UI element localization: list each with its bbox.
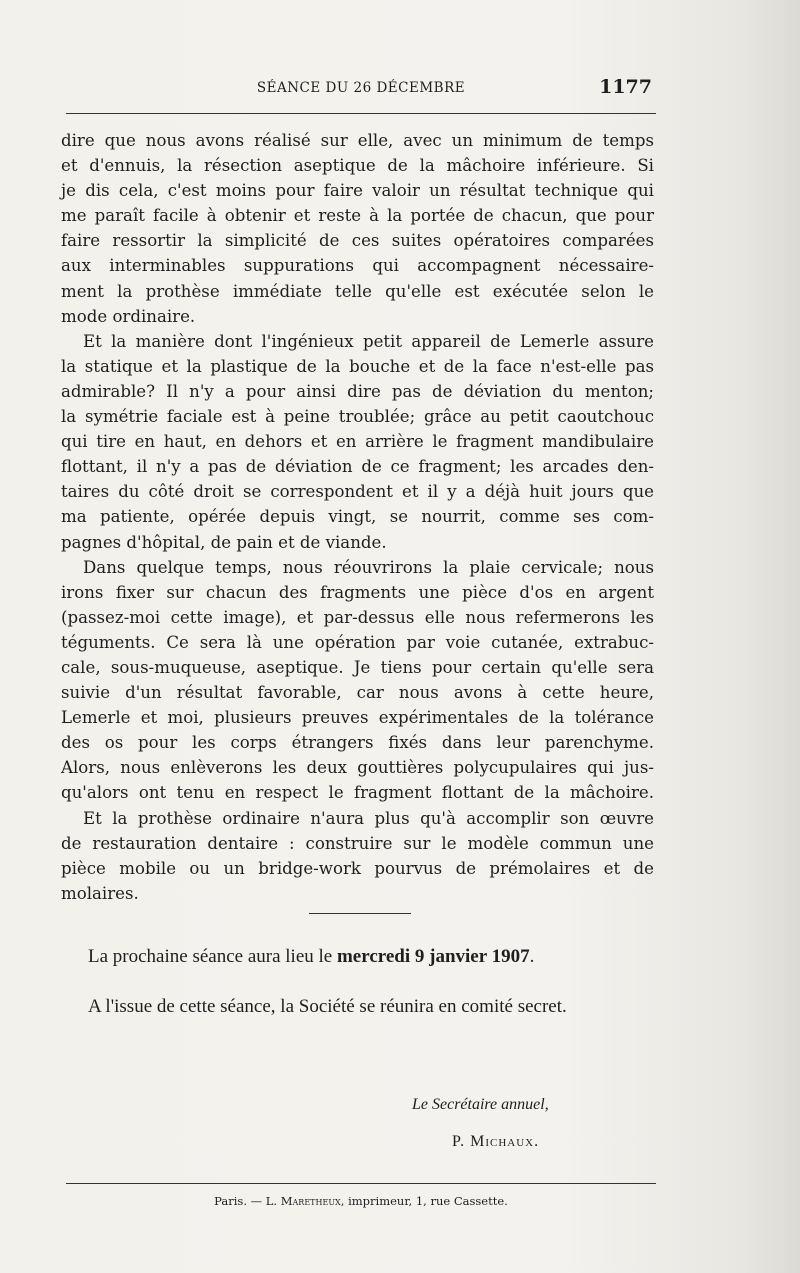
text-line: aux interminables suppurations qui accompagnent nécessaire- [61, 256, 654, 276]
next-meeting-date: mercredi 9 janvier 1907 [336, 946, 530, 967]
footer-rule [66, 1183, 656, 1184]
text-line: ment la prothèse immédiate telle qu'elle est exécutée selon le [61, 281, 654, 301]
text-line: me paraît facile à obtenir et reste à la portée de chacun, que pour [61, 206, 654, 226]
signature-name: P. Michaux. [452, 1133, 540, 1150]
text-line: dire que nous avons réalisé sur elle, avec un minimum de temps [61, 131, 654, 150]
signature-role: Le Secrétaire annuel, [412, 1096, 549, 1113]
text-line: je dis cela, c'est moins pour faire valoir un résultat technique qui [61, 181, 654, 201]
text-line: téguments. Ce sera là une opération par voie cutanée, extrabuc- [61, 632, 654, 652]
text-line: flottant, il n'y a pas de déviation de ce fragment; les arcades den- [61, 457, 654, 477]
text-line: qu'alors ont tenu en respect le fragment flottant de la mâchoire. [61, 783, 654, 803]
next-meeting-suffix: . [529, 946, 535, 967]
printer-imprint [66, 1194, 656, 1208]
text-line: admirable? Il n'y a pour ainsi dire pas de déviation du menton; [61, 381, 654, 401]
text-line: pagnes d'hôpital, de pain et de viande. [61, 532, 387, 552]
text-line: mode ordinaire. [61, 306, 196, 326]
header-rule [66, 113, 656, 114]
text-line: suivie d'un résultat favorable, car nous avons à cette heure, [61, 683, 654, 703]
page-number: 1177 [599, 76, 652, 98]
text-line: Et la manière dont l'ingénieux petit appareil de Lemerle assure [83, 331, 654, 351]
text-line: pièce mobile ou un bridge-work pourvus de prémolaires et de [61, 858, 654, 878]
imprint-suffix: , imprimeur, 1, rue Cassette. [340, 1194, 508, 1208]
text-line: irons fixer sur chacun des fragments une pièce d'os en argent [61, 582, 654, 602]
text-line: ma patiente, opérée depuis vingt, se nourrit, comme ses com- [61, 507, 654, 527]
text-line: Lemerle et moi, plusieurs preuves expérimentales de la tolérance [61, 708, 654, 728]
text-line: et d'ennuis, la résection aseptique de la mâchoire inférieure. Si [61, 156, 654, 176]
text-line: qui tire en haut, en dehors et en arrière le fragment mandibulaire [61, 432, 654, 452]
imprint-prefix: Paris. — L. [214, 1194, 281, 1208]
text-line: taires du côté droit se correspondent et il y a déjà huit jours que [61, 482, 654, 502]
text-line: Dans quelque temps, nous réouvrirons la plaie cervicale; nous [83, 557, 654, 577]
text-line: Alors, nous enlèverons les deux gouttières polycupulaires qui jus- [61, 758, 654, 778]
header-title: SÉANCE DU 26 DÉCEMBRE [256, 80, 466, 96]
running-header [66, 76, 656, 102]
next-meeting-prefix: La prochaine séance aura lieu le [88, 946, 337, 967]
secret-committee-notice: A l'issue de cette séance, la Société se réunira en comité secret. [88, 996, 567, 1017]
text-line: faire ressortir la simplicité de ces suites opératoires comparées [61, 231, 654, 251]
text-line: la statique et la plastique de la bouche et de la face n'est-elle pas [61, 356, 654, 376]
text-line: cale, sous-muqueuse, aseptique. Je tiens pour certain qu'elle sera [61, 657, 654, 677]
section-divider [309, 913, 411, 914]
text-line: molaires. [61, 883, 139, 903]
text-line: Et la prothèse ordinaire n'aura plus qu'à accomplir son œuvre [83, 808, 654, 828]
text-line: la symétrie faciale est à peine troublée; grâce au petit caoutchouc [61, 407, 654, 427]
body-text [61, 128, 654, 906]
text-line: de restauration dentaire : construire sur le modèle commun une [61, 833, 654, 853]
text-line: des os pour les corps étrangers fixés dans leur parenchyme. [61, 733, 654, 753]
next-meeting-announcement [88, 946, 648, 968]
imprint-printer: Maretheux [280, 1194, 341, 1208]
text-line: (passez-moi cette image), et par-dessus elle nous refermerons les [61, 607, 654, 627]
